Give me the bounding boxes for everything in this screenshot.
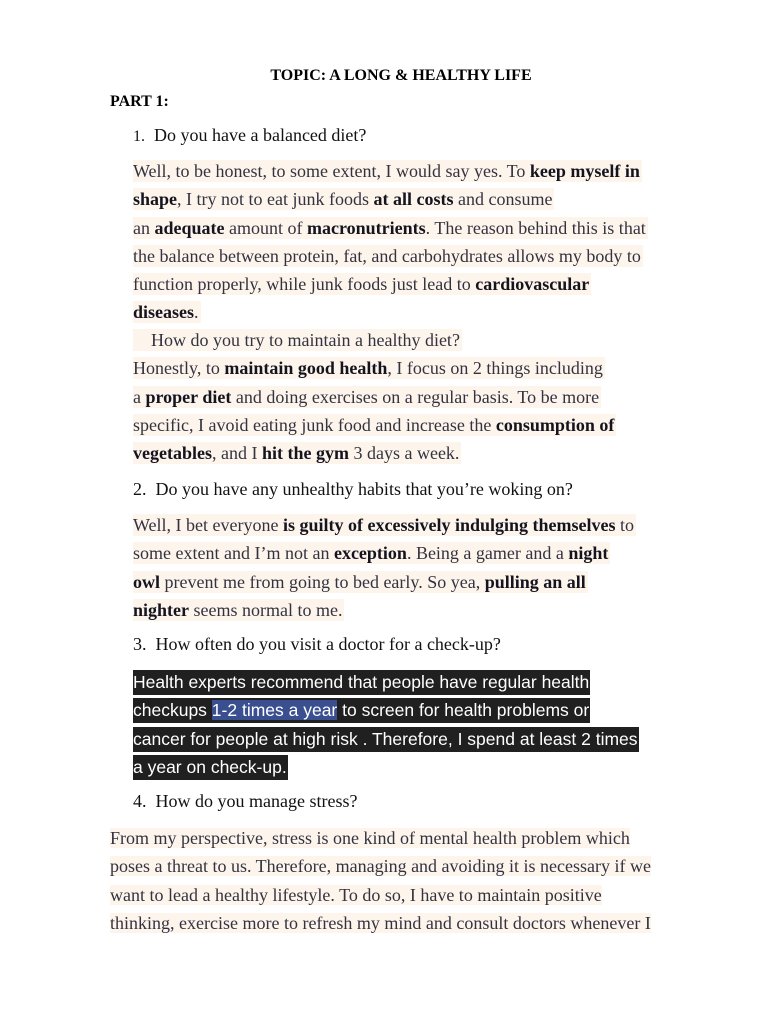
bold-phrase: consumption of — [495, 414, 615, 435]
answer-line — [133, 411, 693, 439]
selected-text[interactable]: 1-2 times a year — [211, 700, 338, 721]
answer-line — [133, 242, 693, 270]
answer-2 — [133, 511, 693, 624]
question-number: 1. — [133, 128, 145, 145]
answer-line — [133, 596, 693, 624]
question-text: Do you have a balanced diet? — [154, 125, 367, 145]
sub-question-text: How do you try to maintain a healthy diet? — [151, 330, 460, 350]
answer-1 — [133, 157, 693, 327]
bold-phrase: proper diet — [145, 386, 232, 407]
text-run: want to lead a healthy lifestyle. To do so, I have to maintain positive — [110, 884, 602, 905]
answer-line — [133, 511, 693, 539]
answer-line — [110, 852, 710, 880]
answer-line — [133, 157, 693, 185]
text-run: checkups — [133, 700, 212, 721]
text-run: Well, I bet everyone — [133, 515, 283, 535]
part-heading: PART 1: — [110, 93, 169, 110]
text-run: amount of — [224, 217, 308, 238]
text-run: seems normal to me. — [189, 599, 343, 620]
bold-phrase: diseases — [133, 302, 195, 323]
bold-phrase: nighter — [133, 599, 189, 620]
text-run: specific, I avoid eating junk food and increase the — [133, 414, 496, 435]
bold-phrase: macronutrients — [307, 217, 426, 238]
text-run: some extent and I’m not an — [133, 543, 334, 564]
answer-line — [133, 214, 693, 242]
text-run: and doing exercises on a regular basis. To be more — [231, 386, 600, 407]
text-run: to — [615, 515, 635, 535]
answer-line — [133, 668, 639, 696]
bold-phrase: is guilty of excessively indulging themselves — [283, 515, 616, 535]
text-run: the balance between protein, fat, and carbohydrates allows my body to — [133, 245, 641, 266]
bold-phrase: exception — [333, 543, 407, 564]
text-run: . — [194, 302, 199, 323]
question-3 — [133, 634, 501, 655]
bold-phrase: night — [568, 543, 609, 564]
answer-line — [110, 824, 710, 852]
text-run: Honestly, to — [133, 358, 225, 379]
text-run: to screen for health problems or — [337, 700, 590, 721]
text-run: prevent me from going to bed early. So yea, — [160, 571, 485, 592]
text-run: , and I — [211, 443, 262, 464]
text-run: an — [133, 217, 155, 238]
text-run: , I focus on 2 things including — [387, 358, 603, 379]
answer-line — [110, 909, 710, 937]
bold-phrase: maintain good health — [224, 358, 388, 379]
text-run: and consume — [453, 189, 553, 210]
bold-phrase: owl — [133, 571, 160, 592]
question-text: How do you manage stress? — [155, 791, 358, 811]
text-run: , I try not to eat junk foods — [177, 189, 374, 210]
answer-1b — [133, 326, 693, 467]
bold-phrase: vegetables — [133, 443, 212, 464]
question-text: Do you have any unhealthy habits that you’re woking on? — [155, 479, 573, 499]
answer-line — [133, 185, 693, 213]
answer-line — [133, 753, 639, 781]
document-title: TOPIC: A LONG & HEALTHY LIFE — [270, 67, 532, 84]
answer-line — [133, 383, 693, 411]
question-4 — [133, 791, 357, 812]
question-number: 2. — [133, 479, 147, 499]
answer-line — [133, 439, 693, 467]
bold-phrase: hit the gym — [261, 443, 349, 464]
text-run: From my perspective, stress is one kind of mental health problem which — [110, 828, 630, 848]
bold-phrase: adequate — [154, 217, 225, 238]
answer-line — [133, 298, 693, 326]
question-1 — [133, 125, 366, 146]
text-run: a year on check-up. — [133, 755, 288, 780]
question-number: 3. — [133, 634, 147, 654]
answer-4 — [110, 824, 710, 937]
answer-line — [133, 725, 639, 753]
answer-line — [133, 568, 693, 596]
text-run: cancer for people at high risk . Therefore, I spend at least 2 times — [133, 727, 639, 752]
question-2 — [133, 479, 573, 500]
question-number: 4. — [133, 791, 147, 811]
answer-line — [110, 881, 710, 909]
answer-line — [133, 270, 693, 298]
text-run: 3 days a week. — [348, 443, 460, 464]
bold-phrase: at all costs — [373, 189, 454, 210]
text-run: thinking, exercise more to refresh my mind and consult doctors whenever I — [110, 912, 651, 933]
answer-line — [133, 354, 693, 382]
answer-line — [133, 696, 639, 724]
sub-question — [133, 326, 693, 354]
bold-phrase: pulling an all — [484, 571, 586, 592]
answer-line — [133, 539, 693, 567]
text-run: function properly, while junk foods just lead to — [133, 274, 476, 295]
bold-phrase: cardiovascular — [475, 274, 590, 295]
bold-phrase: shape — [133, 189, 178, 210]
text-run: poses a threat to us. Therefore, managing and avoiding it is necessary if we — [110, 856, 652, 877]
text-run: . Being a gamer and a — [406, 543, 569, 564]
answer-3-highlighted — [133, 668, 639, 781]
text-run: a — [133, 386, 146, 407]
text-run: Well, to be honest, to some extent, I would say yes. To — [133, 161, 530, 181]
text-run: Health experts recommend that people have regular health — [133, 670, 590, 695]
question-text: How often do you visit a doctor for a check-up? — [155, 634, 501, 654]
text-run: . The reason behind this is that — [425, 217, 646, 238]
bold-phrase: keep myself in — [529, 161, 640, 181]
